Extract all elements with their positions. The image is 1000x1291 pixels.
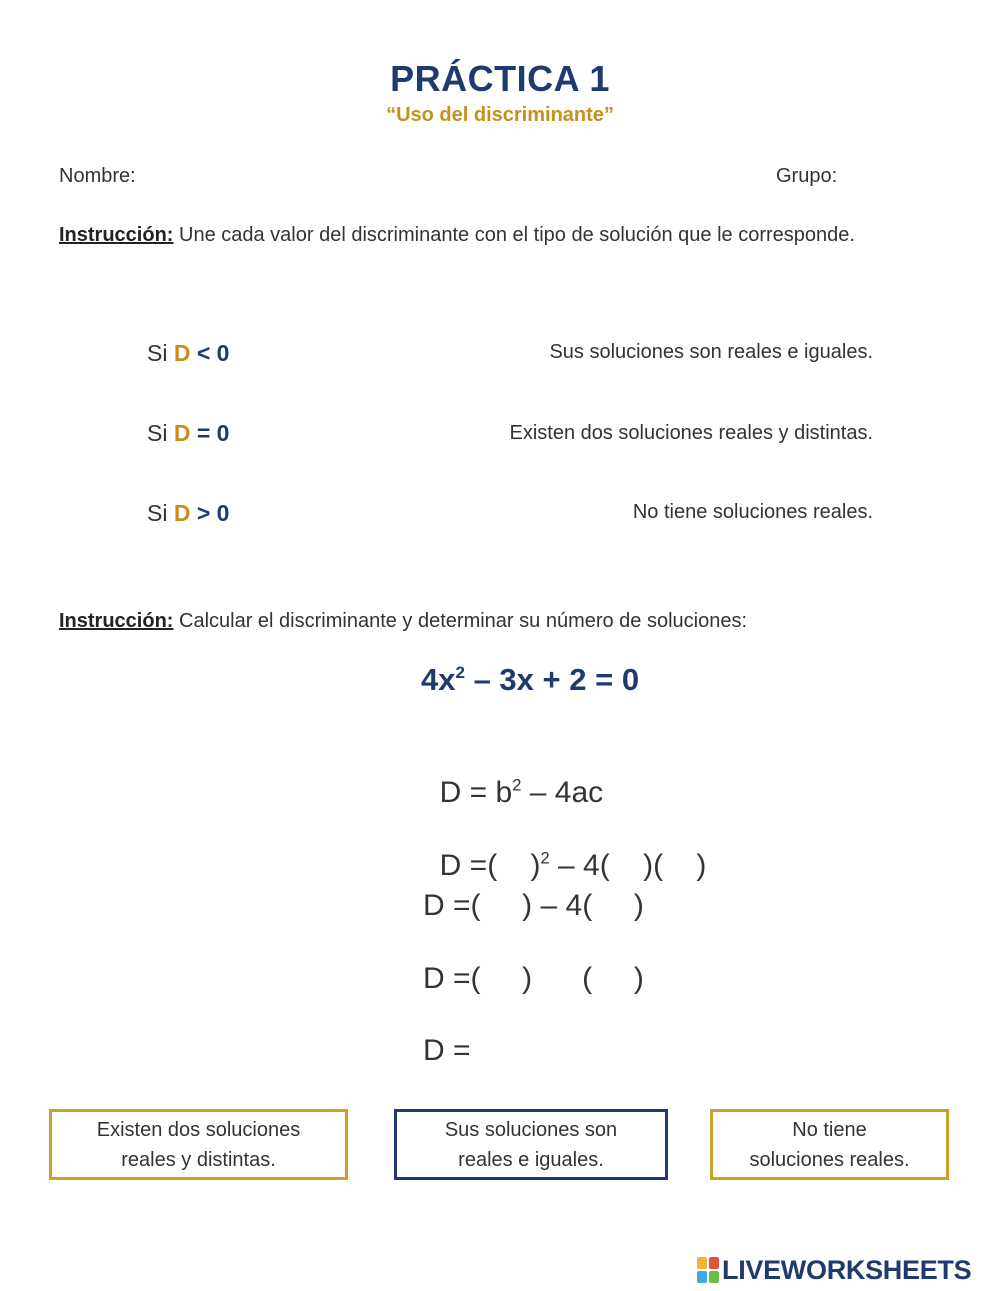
- answer-card-equal-solutions[interactable]: [394, 1109, 668, 1180]
- quadratic-equation: [421, 662, 639, 698]
- answer-card-no-solutions[interactable]: [710, 1109, 949, 1180]
- condition-relation: > 0: [190, 500, 230, 526]
- instruction-2: [59, 607, 879, 636]
- condition-greater-than-zero[interactable]: [147, 500, 229, 527]
- condition-prefix: Si: [147, 500, 174, 526]
- step-1-post: – 4( )( ): [549, 849, 707, 882]
- option-no-real[interactable]: No tiene soluciones reales.: [632, 501, 873, 523]
- equation-term: 4x: [421, 662, 456, 697]
- instruction-2-label: Instrucción:: [59, 610, 174, 632]
- condition-d: D: [173, 420, 191, 446]
- instruction-1-label: Instrucción:: [59, 224, 174, 246]
- condition-prefix: Si: [147, 420, 174, 446]
- card-line: Existen dos soluciones: [96, 1118, 301, 1141]
- instruction-1-text: Une cada valor del discriminante con el tipo de solución que le corresponde.: [173, 224, 855, 246]
- card-line: reales e iguales.: [458, 1148, 604, 1171]
- condition-less-than-zero[interactable]: [147, 340, 229, 367]
- option-two-real-distinct[interactable]: Existen dos soluciones reales y distintas.: [509, 422, 873, 444]
- condition-prefix: Si: [147, 340, 174, 366]
- discriminant-formula: [423, 742, 603, 810]
- step-1-substitution[interactable]: [423, 815, 706, 883]
- condition-relation: = 0: [190, 420, 230, 446]
- condition-d: D: [173, 500, 191, 526]
- liveworksheets-logo-icon: [697, 1257, 719, 1283]
- formula-rhs: – 4ac: [521, 776, 604, 809]
- card-line: No tiene: [792, 1118, 867, 1141]
- answer-card-two-solutions[interactable]: [49, 1109, 348, 1180]
- step-2-evaluate[interactable]: D =( ) – 4( ): [423, 889, 644, 922]
- condition-relation: < 0: [190, 340, 230, 366]
- option-real-equal[interactable]: Sus soluciones son reales e iguales.: [549, 341, 873, 363]
- equation-exponent: 2: [455, 663, 465, 683]
- card-line: Sus soluciones son: [444, 1118, 618, 1141]
- instruction-2-text: Calcular el discriminante y determinar su número de soluciones:: [173, 610, 748, 632]
- name-label: Nombre:: [59, 165, 136, 187]
- formula-lhs: D = b: [439, 776, 513, 809]
- equation-rest: – 3x + 2 = 0: [464, 662, 640, 697]
- step-1-exponent: 2: [540, 849, 550, 868]
- step-1-pre: D =( ): [439, 849, 541, 882]
- condition-equal-zero[interactable]: [147, 420, 229, 447]
- condition-d: D: [173, 340, 191, 366]
- logo-text: LIVEWORKSHEETS: [722, 1254, 972, 1285]
- formula-exponent: 2: [512, 776, 522, 795]
- instruction-1: [59, 221, 879, 250]
- step-3-operate[interactable]: D =( ) ( ): [423, 962, 644, 995]
- card-line: soluciones reales.: [749, 1148, 910, 1171]
- page-subtitle: “Uso del discriminante”: [386, 104, 614, 126]
- card-line: reales y distintas.: [121, 1148, 276, 1171]
- liveworksheets-logo: [697, 1253, 971, 1287]
- step-4-result[interactable]: D =: [423, 1034, 471, 1067]
- page-title: PRÁCTICA 1: [390, 58, 610, 99]
- group-label: Grupo:: [776, 165, 838, 187]
